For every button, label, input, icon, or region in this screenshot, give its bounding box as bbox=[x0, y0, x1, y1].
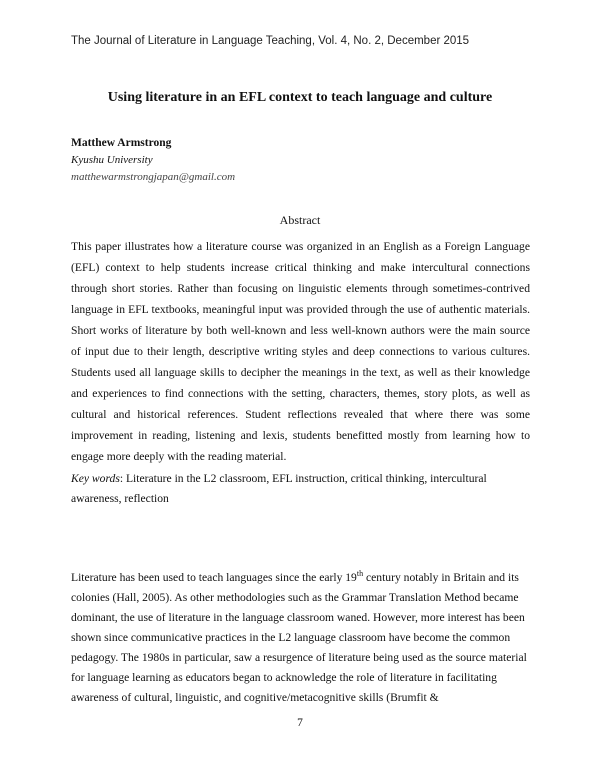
abstract-body: This paper illustrates how a literature course was organized in an English as a Foreign Language (EFL) context to help students increase critical thinking and make intercultural connections through short stories. Rather than focusing on linguistic elements through sometimes-contrived language in EFL textbooks, meaningful input was provided through the use of authentic materials. Short works of literature by both well-known and less well-known authors were the main source of input due to their length, descriptive writing styles and deep connections to various cultures. Students used all language skills to decipher the meanings in the text, as well as their knowledge and experiences to find connections with the setting, characters, themes, story plots, as well as cultural and historical references. Student reflections revealed that where there was some improvement in reading, listening and lexis, students benefitted mostly from learning how to engage more deeply with the reading material. bbox=[71, 240, 530, 463]
page-number: 7 bbox=[297, 717, 303, 729]
body-paragraph bbox=[71, 568, 530, 708]
body-text-part1: Literature has been used to teach languages since the early 19 bbox=[71, 571, 357, 584]
running-head: The Journal of Literature in Language Teaching, Vol. 4, No. 2, December 2015 bbox=[71, 35, 470, 47]
keywords-text: : Literature in the L2 classroom, EFL instruction, critical thinking, intercultural awareness, reflection bbox=[71, 472, 487, 505]
author-name: Matthew Armstrong bbox=[71, 137, 172, 149]
body-text-part2: century notably in Britain and its colonies (Hall, 2005). As other methodologies such as the Grammar Translation Method became dominant, the use of literature in the language classroom waned. However, more interest has been shown since communicative practices in the L2 language classroom have become the common pedagogy. The 1980s in particular, saw a resurgence of literature being used as the source material for language learning as educators began to acknowledge the role of literature in facilitating awareness of cultural, linguistic, and cognitive/metacognitive skills (Brumfit & bbox=[71, 571, 527, 704]
keywords bbox=[71, 469, 511, 509]
ordinal-superscript: th bbox=[356, 569, 364, 579]
article-title: Using literature in an EFL context to teach language and culture bbox=[107, 90, 493, 105]
abstract-heading: Abstract bbox=[279, 213, 321, 227]
author-affiliation: Kyushu University bbox=[71, 154, 153, 166]
keywords-label: Key words bbox=[71, 472, 120, 485]
author-email: matthewarmstrongjapan@gmail.com bbox=[71, 171, 236, 183]
